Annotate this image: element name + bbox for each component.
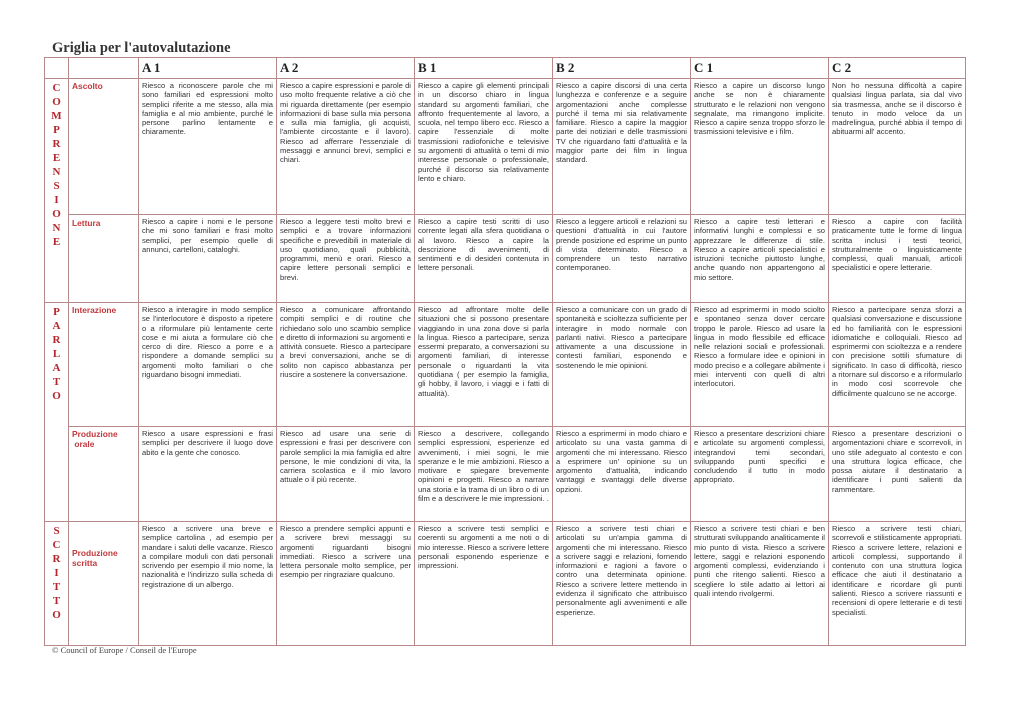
skill-produzione-orale: Produzione orale (69, 427, 139, 522)
descriptor-cell: Riesco a riconoscere parole che mi sono familiari ed espressioni molto semplici riferite a me stesso, alla mia famiglia e al mio ambiente, purché le persone parlino lentamente e chiaramente. (139, 79, 277, 215)
copyright-footer: © Council of Europe / Conseil de l'Europe (52, 645, 197, 655)
descriptor-cell: Riesco a presentare descrizioni chiare e articolate su argomenti complessi, integrandovi temi secondari, sviluppando punti specifici e concludendo il tutto in modo appropriato. (691, 427, 829, 522)
group-comprensione: C O M P R E N S I O N E (45, 79, 69, 303)
level-header-c1: C 1 (691, 58, 829, 79)
descriptor-cell: Riesco ad esprimermi in modo sciolto e spontaneo senza dover cercare troppo le parole. Riesco ad usare la lingua in modo flessibile ed efficace nelle relazioni sociali e professionali. Riesco a formulare idee e opinioni in modo preciso e a collegare abilmente i miei interventi con quelli di altri interlocutori. (691, 303, 829, 427)
descriptor-cell: Riesco a descrivere, collegando semplici espressioni, esperienze ed avvenimenti, i miei sogni, le mie speranze e le mie ambizioni. Riesco a motivare e spiegare brevemente opinioni e progetti. Riesco a narrare una storia e la trama di un libro o di un film e a descrivere le mie impressioni. . (415, 427, 553, 522)
descriptor-cell: Riesco a partecipare senza sforzi a qualsiasi conversazione e discussione ed ho familiarità con le espressioni idiomatiche e colloquiali. Riesco ad esprimermi con scioltezza e a rendere con precisione sottili sfumature di significato. In caso di difficoltà, riesco a ritornare sul discorso e a riformularlo in modo così scorrevole che difficilmente qualcuno se ne accorge. (829, 303, 966, 427)
descriptor-cell: Riesco a scrivere una breve e semplice cartolina , ad esempio per mandare i saluti delle vacanze. Riesco a compilare moduli con dati personali scrivendo per esempio il mio nome, la nazionalità e l'indirizzo sulla scheda di registrazione di un albergo. (139, 522, 277, 646)
level-header-c2: C 2 (829, 58, 966, 79)
row-interazione (45, 303, 966, 427)
descriptor-cell: Riesco a capire discorsi di una certa lunghezza e conferenze e a seguire argomentazioni anche complesse purché il tema mi sia relativamente familiare. Riesco a capire la maggior parte dei notiziari e delle trasmissioni TV che riguardano fatti d'attualità e la maggior parte dei film in lingua standard. (553, 79, 691, 215)
descriptor-cell: Riesco a scrivere testi chiari e ben strutturati sviluppando analiticamente il mio punto di vista. Riesco a scrivere lettere, saggi e relazioni esponendo argomenti complessi, evidenziando i punti che ritengo salienti. Riesco a scegliere lo stile adatto ai lettori ai quali intendo rivolgermi. (691, 522, 829, 646)
descriptor-cell: Riesco ad affrontare molte delle situazioni che si possono presentare viaggiando in una zona dove si parla la lingua. Riesco a partecipare, senza essermi preparato, a conversazioni su argomenti familiari, di interesse personale o riguardanti la vita quotidiana ( per esempio la famiglia, gli hobby, il lavoro, i viaggi e i fatti di attualità). (415, 303, 553, 427)
descriptor-cell: Riesco a capire un discorso lungo anche se non è chiaramente strutturato e le relazioni non vengono segnalate, ma rimangono implicite. Riesco a capire senza troppo sforzo le trasmissioni televisive e i film. (691, 79, 829, 215)
skill-ascolto: Ascolto (69, 79, 139, 215)
descriptor-cell: Riesco a capire testi scritti di uso corrente legati alla sfera quotidiana o al lavoro. Riesco a capire la descrizione di avvenimenti, di sentimenti e di desideri contenuta in lettere personali. (415, 215, 553, 303)
row-produzione-orale (45, 427, 966, 522)
descriptor-cell: Riesco a leggere testi molto brevi e semplici e a trovare informazioni specifiche e prevedibili in materiale di uso quotidiano, quali pubblicità, programmi, menù e orari. Riesco a capire lettere personali semplici e brevi. (277, 215, 415, 303)
skill-lettura: Lettura (69, 215, 139, 303)
descriptor-cell: Riesco a comunicare con un grado di spontaneità e scioltezza sufficiente per interagire in modo normale con parlanti nativi. Riesco a partecipare attivamente a una discussione in contesti familiari, esponendo e sostenendo le mie opinioni. (553, 303, 691, 427)
skill-interazione: Interazione (69, 303, 139, 427)
descriptor-cell: Riesco a capire con facilità praticamente tutte le forme di lingua scritta inclusi i testi teorici, strutturalmente o linguisticamente complessi, quali manuali, articoli specialistici e opere letterarie. (829, 215, 966, 303)
level-header-a2: A 2 (277, 58, 415, 79)
descriptor-cell: Riesco a prendere semplici appunti e a scrivere brevi messaggi su argomenti riguardanti bisogni immediati. Riesco a scrivere una lettera personale molto semplice, per esempio per ringraziare qualcuno. (277, 522, 415, 646)
descriptor-cell: Riesco a scrivere testi chiari e articolati su un'ampia gamma di argomenti che mi interessano. Riesco a scrivere saggi e relazioni, fornendo informazioni e ragioni a favore o contro una determinata opinione. Riesco a scrivere lettere mettendo in evidenza il significato che attribuisco personalmente agli avvenimenti e alle esperienze. (553, 522, 691, 646)
descriptor-cell: Riesco a interagire in modo semplice se l'interlocutore è disposto a ripetere o a riformulare più lentamente certe cose e mi aiuta a formulare ciò che cerco di dire. Riesco a porre e a rispondere a domande semplici su argomenti molto familiari o che riguardano bisogni immediati. (139, 303, 277, 427)
descriptor-cell: Riesco a scrivere testi semplici e coerenti su argomenti a me noti o di mio interesse. Riesco a scrivere lettere personali esponendo esperienze e impressioni. (415, 522, 553, 646)
page-title: Griglia per l'autovalutazione (52, 40, 231, 56)
descriptor-cell: Riesco a leggere articoli e relazioni su questioni d'attualità in cui l'autore prende posizione ed esprime un punto di vista determinato. Riesco a comprendere un testo narrativo contemporaneo. (553, 215, 691, 303)
level-header-b1: B 1 (415, 58, 553, 79)
corner-cell (45, 58, 69, 79)
group-scritto: S C R I T T O (45, 522, 69, 646)
skill-produzione-scritta: Produzione scritta (69, 522, 139, 646)
level-header-b2: B 2 (553, 58, 691, 79)
descriptor-cell: Riesco a comunicare affrontando compiti semplici e di routine che richiedano solo uno scambio semplice e diretto di informazioni su argomenti e attività consuete. Riesco a partecipare a brevi conversazioni, anche se di solito non capisco abbastanza per riuscire a sostenere la conversazione. (277, 303, 415, 427)
self-assessment-grid (44, 57, 966, 646)
descriptor-cell: Non ho nessuna difficoltà a capire qualsiasi lingua parlata, sia dal vivo sia trasmessa, anche se il discorso è tenuto in modo veloce da un madrelingua, purché abbia il tempo di abituarmi all' accento. (829, 79, 966, 215)
row-lettura (45, 215, 966, 303)
descriptor-cell: Riesco a usare espressioni e frasi semplici per descrivere il luogo dove abito e la gente che conosco. (139, 427, 277, 522)
row-produzione-scritta (45, 522, 966, 646)
descriptor-cell: Riesco a capire gli elementi principali in un discorso chiaro in lingua standard su argomenti familiari, che affronto frequentemente al lavoro, a scuola, nel tempo libero ecc. Riesco a capire l'essenziale di molte trasmissioni radiofoniche e televisive su argomenti di attualità o temi di mio interesse personale o professionale, purché il discorso sia relativamente lento e chiaro. (415, 79, 553, 215)
descriptor-cell: Riesco a presentare descrizioni o argomentazioni chiare e scorrevoli, in uno stile adeguato al contesto e con una struttura logica efficace, che possa aiutare il destinatario a identificare i punti salienti da rammentare. (829, 427, 966, 522)
row-ascolto (45, 79, 966, 215)
corner-cell (69, 58, 139, 79)
header-row (45, 58, 966, 79)
group-parlato: P A R L A T O (45, 303, 69, 522)
descriptor-cell: Riesco ad usare una serie di espressioni e frasi per descrivere con parole semplici la mia famiglia ed altre persone, le mie condizioni di vita, la carriera scolastica e il mio lavoro attuale o il più recente. (277, 427, 415, 522)
descriptor-cell: Riesco a capire i nomi e le persone che mi sono familiari e frasi molto semplici, per esempio quelle di annunci, cartelloni, cataloghi. (139, 215, 277, 303)
descriptor-cell: Riesco a capire testi letterari e informativi lunghi e complessi e so apprezzare le differenze di stile. Riesco a capire articoli specialistici e istruzioni tecniche piuttosto lunghe, anche quando non appartengono al mio settore. (691, 215, 829, 303)
descriptor-cell: Riesco a scrivere testi chiari, scorrevoli e stilisticamente appropriati. Riesco a scrivere lettere, relazioni e articoli complessi, supportando il contenuto con una struttura logica efficace che aiuti il destinatario a identificare e ricordare gli punti salienti. Riesco a scrivere riassunti e recensioni di opere letterarie e di testi specialisti. (829, 522, 966, 646)
descriptor-cell: Riesco a capire espressioni e parole di uso molto frequente relative a ciò che mi riguarda direttamente (per esempio informazioni di base sulla mia persona e sulla mia famiglia, gli acquisti, l'ambiente circostante e il lavoro). Riesco ad afferrare l'essenziale di messaggi e annunci brevi, semplici e chiari. (277, 79, 415, 215)
level-header-a1: A 1 (139, 58, 277, 79)
descriptor-cell: Riesco a esprimermi in modo chiaro e articolato su una vasta gamma di argomenti che mi interessano. Riesco a esprimere un' opinione su un argomento d'attualità, indicando vantaggi e svantaggi delle diverse opzioni. (553, 427, 691, 522)
